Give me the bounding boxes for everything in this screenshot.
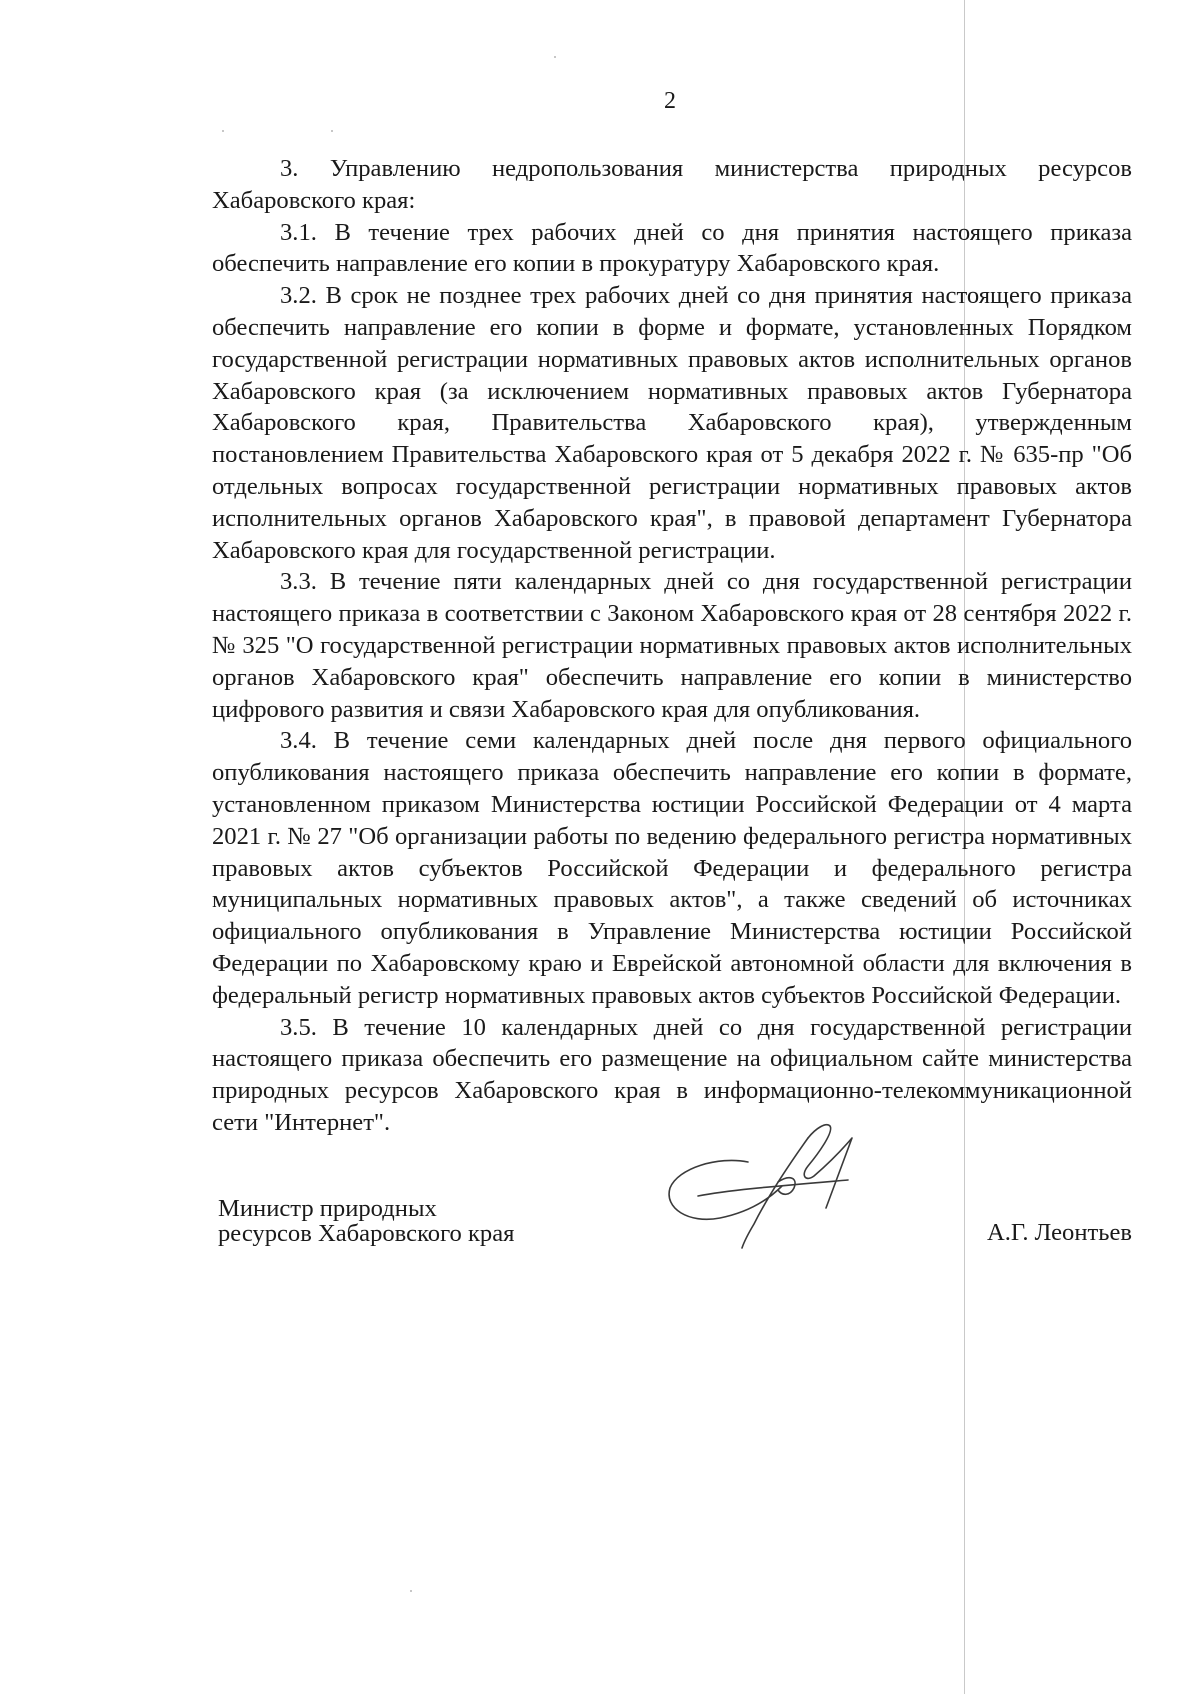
signature-block bbox=[212, 1116, 1132, 1246]
scan-speck bbox=[410, 1590, 412, 1592]
signer-position-line-1: Министр природных bbox=[218, 1195, 437, 1222]
scan-speck bbox=[331, 130, 333, 132]
paragraph-3-3: 3.3. В течение пяти календарных дней со дня государственной регистрации настоящего приказа в соответствии с Законом Хабаровского края от 28 сентября 2022 г. № 325 "О государственной регистрации нормативных правовых актов исполнительных органов Хабаровского края" обеспечить направление его копии в министерство цифрового развития и связи Хабаровского края для опубликования. bbox=[212, 568, 1132, 723]
signer-position-line-2: ресурсов Хабаровского края bbox=[218, 1220, 515, 1247]
scan-speck bbox=[222, 130, 224, 132]
paragraph-3-2: 3.2. В срок не позднее трех рабочих дней со дня принятия настоящего приказа обеспечить направление его копии в форме и формате, установленных Порядком государственной регистрации нормативных правовых актов исполнительных органов Хабаровского края (за исключением нормативных правовых актов Губернатора Хабаровского края, Правительства Хабаровского края), утвержденным постановлением Правительства Хабаровского края от 5 декабря 2022 г. № 635-пр "Об отдельных вопросах государственной регистрации нормативных правовых актов исполнительных органов Хабаровского края", в правовой департамент Губернатора Хабаровского края для государственной регистрации. bbox=[212, 282, 1132, 564]
page-number: 2 bbox=[664, 88, 676, 114]
paragraph-3-5: 3.5. В течение 10 календарных дней со дня государственной регистрации настоящего приказа обеспечить его размещение на официальном сайте министерства природных ресурсов Хабаровского края в информационно-телекоммуникационной сети "Интернет". bbox=[212, 1013, 1132, 1136]
paragraph-3: 3. Управлению недропользования министерства природных ресурсов Хабаровского края: bbox=[212, 155, 1132, 214]
signer-name: А.Г. Леонтьев bbox=[986, 1219, 1132, 1246]
document-body bbox=[212, 153, 1132, 1139]
handwritten-signature bbox=[658, 1116, 888, 1256]
scan-speck bbox=[554, 56, 556, 58]
paragraph-3-1: 3.1. В течение трех рабочих дней со дня принятия настоящего приказа обеспечить направление его копии в прокуратуру Хабаровского края. bbox=[212, 218, 1132, 278]
signer-position bbox=[218, 1196, 514, 1246]
paragraph-3-4: 3.4. В течение семи календарных дней после дня первого официального опубликования настоящего приказа обеспечить направление его копии в формате, установленном приказом Министерства юстиции Российской Федерации от 4 марта 2021 г. № 27 "Об организации работы по ведению федерального регистра нормативных правовых актов субъектов Российской Федерации и федерального регистра муниципальных нормативных правовых актов", а также сведений об источниках официального опубликования в Управление Министерства юстиции Российской Федерации по Хабаровскому краю и Еврейской автономной области для включения в федеральный регистр нормативных правовых актов субъектов Российской Федерации. bbox=[212, 727, 1132, 1009]
